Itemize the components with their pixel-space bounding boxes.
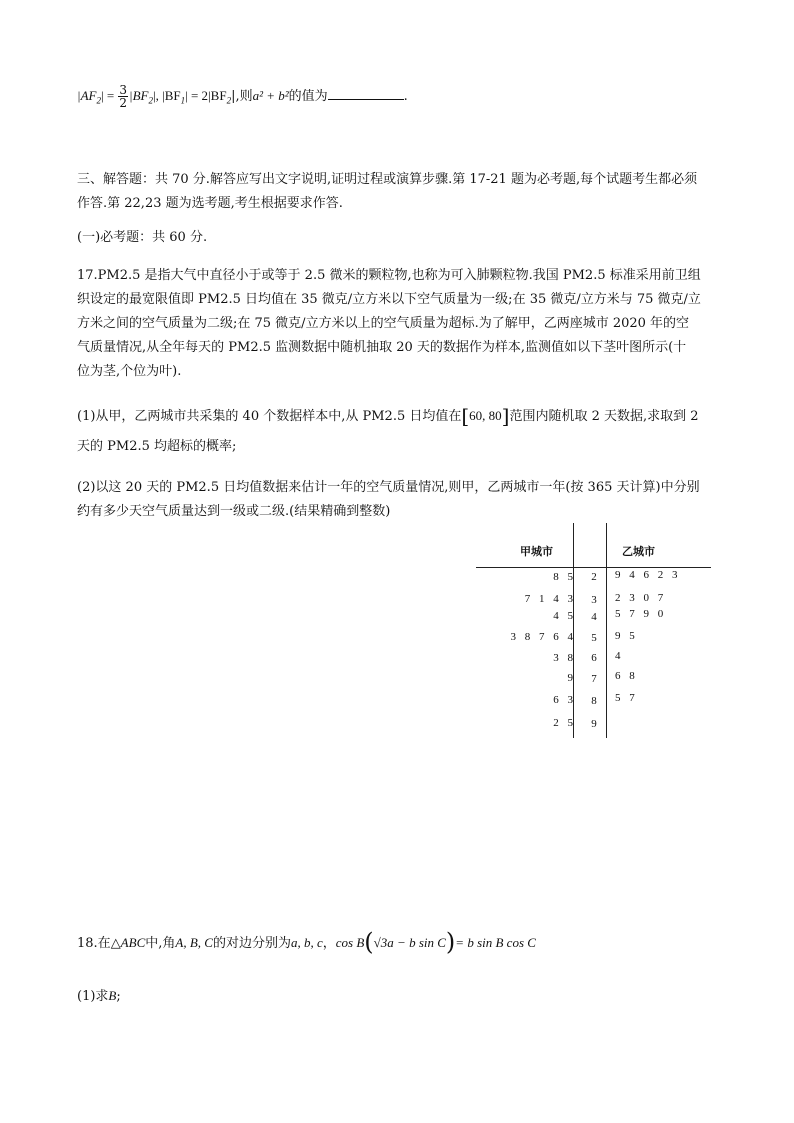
q17-part2-line-1: (2)以这 20 天的 PM2.5 日均值数据来估计一年的空气质量情况,则甲，乙两城市一年(按 365 天计算)中分别 bbox=[77, 480, 700, 495]
required-questions-heading bbox=[77, 226, 722, 250]
sides-abc: a, b, c bbox=[290, 935, 323, 950]
question-17-stem bbox=[77, 264, 722, 384]
leaf-left: 3 8 7 6 4 bbox=[510, 631, 576, 643]
stem: 5 bbox=[591, 632, 597, 644]
leaf-left: 9 bbox=[567, 672, 576, 684]
answer-blank[interactable] bbox=[328, 85, 404, 100]
var-b: B bbox=[108, 988, 117, 1003]
q17-line-4: 气质量情况,从全年每天的 PM2.5 监测数据中随机抽取 20 天的数据作为样本,监测值如以下茎叶图所示(十 bbox=[77, 340, 687, 355]
header-rule bbox=[476, 567, 711, 568]
leaf-right: 5 7 9 0 bbox=[615, 608, 667, 620]
abs-af2: $|AF_2|$ = bbox=[77, 88, 118, 106]
stem: 6 bbox=[591, 652, 597, 664]
fraction-three-halves: $\frac{3}{2}$ bbox=[119, 83, 128, 110]
q17-line-1: 17.PM2.5 是指大气中直径小于或等于 2.5 微米的颗粒物,也称为可入肺颗粒物.我国 PM2.5 标准采用前卫组 bbox=[77, 268, 701, 283]
q17-line-5: 位为茎,个位为叶). bbox=[77, 364, 182, 379]
abs-bf2: $|BF_2|$, $|BF_1| = 2|BF_2$ bbox=[129, 88, 232, 106]
stem: 9 bbox=[591, 718, 597, 730]
leaf-right: 4 bbox=[615, 650, 624, 662]
sqrt3a-minus-bsinc: √3a − b sin C bbox=[373, 935, 446, 950]
question-17-part-1 bbox=[77, 404, 722, 459]
cos-b: cos B bbox=[335, 935, 365, 950]
stem: 8 bbox=[591, 695, 597, 707]
leaf-left: 7 1 4 3 bbox=[524, 593, 576, 605]
fill-in-question-tail bbox=[77, 84, 722, 113]
range-60-80: 60, 80 bbox=[469, 408, 502, 423]
stem: 7 bbox=[591, 673, 597, 685]
section-three-instructions bbox=[77, 168, 722, 216]
leaf-right: 2 3 0 7 bbox=[615, 592, 667, 604]
triangle-abc: △ABC bbox=[110, 935, 146, 950]
question-18-part-1: (1)求B; bbox=[77, 988, 121, 1004]
section-three-line-1: 三、解答题：共 70 分.解答应写出文字说明,证明过程或演算步骤.第 17-21 题为必考题,每个试题考生都必须 bbox=[77, 172, 698, 187]
required-label: (一)必考题：共 60 分. bbox=[77, 230, 208, 245]
leaf-left: 2 5 bbox=[553, 717, 576, 729]
angles-abc: A, B, C bbox=[175, 935, 213, 950]
equals-bsinbcosc: = b sin B cos C bbox=[455, 935, 536, 950]
q17-line-2: 织设定的最宽限值即 PM2.5 日均值在 35 微克/立方米以下空气质量为一级;在 35 微克/立方米与 75 微克/立 bbox=[77, 292, 701, 307]
question-17-part-2 bbox=[77, 476, 722, 524]
q17-part1-line-2: 天的 PM2.5 均超标的概率; bbox=[77, 439, 237, 454]
period: . bbox=[403, 89, 408, 104]
leaf-right: 5 7 bbox=[615, 692, 638, 704]
leaf-right: 9 4 6 2 3 bbox=[615, 569, 681, 581]
leaf-left: 4 5 bbox=[553, 610, 576, 622]
leaf-left: 8 5 bbox=[553, 571, 576, 583]
leaf-right: 9 5 bbox=[615, 630, 638, 642]
leaf-right: 6 8 bbox=[615, 670, 638, 682]
value-is-text: 的值为 bbox=[288, 89, 328, 104]
question-18-stem: 18.在△ABC中,角A, B, C的对边分别为a, b, c，cos B(√3a − b sin C)= b sin B cos C bbox=[77, 928, 536, 956]
leaf-left: 3 8 bbox=[553, 652, 576, 664]
right-divider-line bbox=[606, 523, 607, 738]
stem: 4 bbox=[591, 611, 597, 623]
then-text: |,则 bbox=[231, 89, 253, 104]
q17-part1-line-1: (1)从甲，乙两城市共采集的 40 个数据样本中,从 PM2.5 日均值在[60, 80]范围内随机取 2 天数据,求取到 2 bbox=[77, 404, 699, 428]
section-three-line-2: 作答.第 22,23 题为选考题,考生根据要求作答. bbox=[77, 196, 343, 211]
leaf-left: 6 3 bbox=[553, 694, 576, 706]
stem: 3 bbox=[591, 594, 597, 606]
city-b-title: 乙城市 bbox=[622, 545, 655, 558]
q17-part2-line-2: 约有多少天空气质量达到一级或二级.(结果精确到整数) bbox=[77, 504, 391, 519]
a2-plus-b2: a² + b² bbox=[252, 88, 289, 103]
stem: 2 bbox=[591, 571, 597, 583]
q17-line-3: 方米之间的空气质量为二级;在 75 微克/立方米以上的空气质量为超标.为了解甲，乙两座城市 2020 年的空 bbox=[77, 316, 690, 331]
city-a-title: 甲城市 bbox=[520, 545, 553, 558]
stem-and-leaf-plot bbox=[476, 523, 716, 738]
